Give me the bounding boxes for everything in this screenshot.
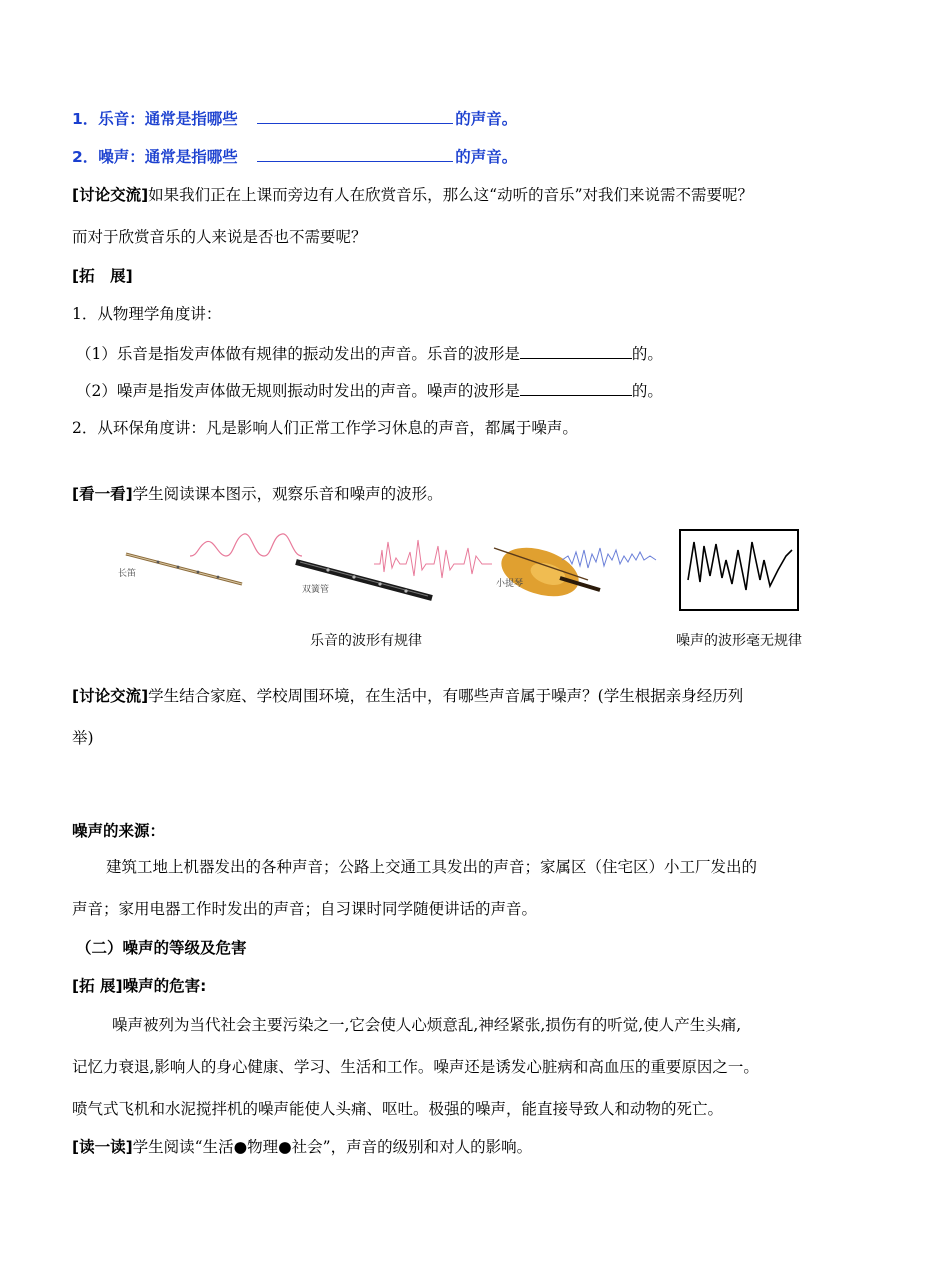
- harm-heading: [72, 976, 206, 996]
- discussion-paragraph-1-cont: 而对于欣赏音乐的人来说是否也不需要呢？: [72, 228, 367, 246]
- physics-item-music-text: （1）乐音是指发声体做有规律的振动发出的声音。乐音的波形是: [76, 345, 520, 363]
- violin-label: 小提琴: [496, 579, 524, 589]
- physics-item-music-suffix: 的。: [631, 345, 663, 363]
- flute-waveform: [190, 534, 302, 556]
- noise-sources-title: 噪声的来源：: [72, 822, 166, 840]
- question-noise: [72, 146, 517, 167]
- harm-line2: 记忆力衰退,影响人的身心健康、学习、生活和工作。噪声还是诱发心脏病和高血压的重要原因之一。: [72, 1058, 759, 1076]
- read-paragraph: [72, 1137, 532, 1157]
- physics-item-noise: [76, 380, 663, 401]
- physics-item-noise-text: （2）噪声是指发声体做无规则振动时发出的声音。噪声的波形是: [76, 382, 520, 400]
- question-noise-prefix: 2．噪声：通常是指哪些: [72, 148, 238, 166]
- flute-label: 长笛: [118, 569, 137, 579]
- flute-image: [126, 554, 242, 584]
- waveform-figure: [118, 520, 808, 630]
- oboe-waveform: [374, 540, 492, 578]
- question-music: [72, 108, 517, 129]
- discussion2-text-line1: 学生结合家庭、学校周围环境，在生活中，有哪些声音属于噪声？(学生根据亲身经历列: [148, 687, 744, 705]
- caption-noise-waveform: 噪声的波形毫无规律: [676, 633, 802, 649]
- answer-blank-music[interactable]: [257, 108, 453, 124]
- discussion-tag-2: [讨论交流]: [72, 687, 149, 705]
- harm-line1: 噪声被列为当代社会主要污染之一,它会使人心烦意乱,神经紧张,损伤有的听觉,使人产生头痛,: [112, 1016, 742, 1034]
- read-text: 学生阅读“生活●物理●社会”，声音的级别和对人的影响。: [132, 1138, 533, 1156]
- extend-tag: [拓 展]: [72, 267, 133, 285]
- waveform-illustration: [118, 520, 808, 630]
- harm-title: 噪声的危害:: [122, 977, 207, 995]
- discussion-paragraph-2-cont: 举): [72, 729, 94, 747]
- look-tag: [看一看]: [72, 485, 133, 503]
- environment-definition: 2．从环保角度讲：凡是影响人们正常工作学习休息的声音，都属于噪声。: [72, 419, 578, 437]
- noise-sources-line2: 声音；家用电器工作时发出的声音；自习课时同学随便讲话的声音。: [72, 900, 538, 918]
- physics-title: 1．从物理学角度讲：: [72, 305, 222, 323]
- noise-sources-line1: 建筑工地上机器发出的各种声音；公路上交通工具发出的声音；家属区（住宅区）小工厂发出的: [106, 858, 758, 876]
- physics-item-music: [76, 343, 663, 364]
- harm-tag: [拓 展]: [72, 977, 123, 995]
- caption-music-waveform: 乐音的波形有规律: [310, 633, 422, 649]
- discussion-paragraph-1: [72, 185, 753, 205]
- read-tag: [读一读]: [72, 1138, 133, 1156]
- physics-item-noise-suffix: 的。: [631, 382, 663, 400]
- answer-blank-noise-wave[interactable]: [520, 380, 632, 396]
- oboe-label: 双簧管: [302, 585, 330, 595]
- question-noise-suffix: 的声音。: [455, 148, 518, 166]
- question-music-suffix: 的声音。: [455, 110, 518, 128]
- discussion-text-line1: 如果我们正在上课而旁边有人在欣赏音乐，那么这“动听的音乐”对我们来说需不需要呢？: [148, 186, 754, 204]
- look-text: 学生阅读课本图示，观察乐音和噪声的波形。: [132, 485, 443, 503]
- harm-line3: 喷气式飞机和水泥搅拌机的噪声能使人头痛、呕吐。极强的噪声，能直接导致人和动物的死亡。: [72, 1100, 724, 1118]
- discussion-tag: [讨论交流]: [72, 186, 149, 204]
- section-heading-noise-level: （二）噪声的等级及危害: [76, 939, 247, 957]
- discussion-paragraph-2: [72, 686, 743, 706]
- violin-waveform: [562, 548, 656, 568]
- violin-image: [494, 539, 600, 606]
- look-paragraph: [72, 484, 443, 504]
- question-music-prefix: 1．乐音：通常是指哪些: [72, 110, 238, 128]
- answer-blank-noise[interactable]: [257, 146, 453, 162]
- answer-blank-music-wave[interactable]: [520, 343, 632, 359]
